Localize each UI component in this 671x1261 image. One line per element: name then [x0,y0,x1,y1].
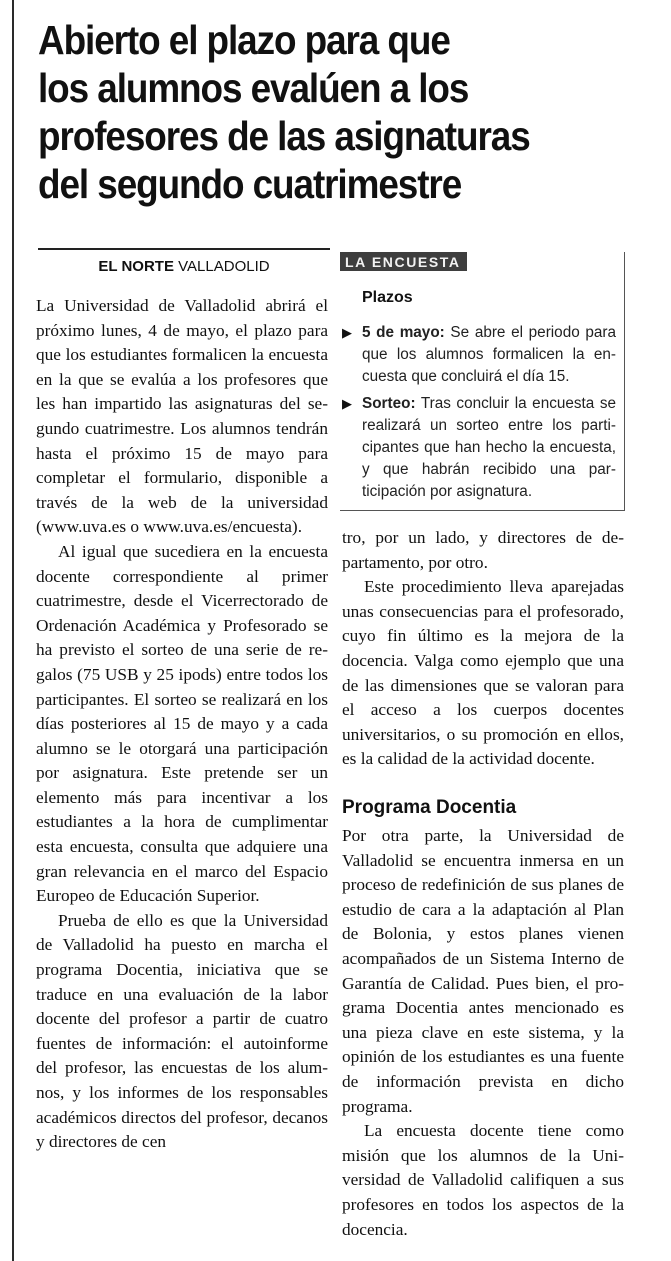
sidebar-box [340,252,625,511]
sidebar-item-term: 5 de mayo: [362,324,445,341]
arrow-icon: ▶ [342,325,352,340]
arrow-icon: ▶ [342,396,352,411]
headline-line-2: los alumnos evalúen a los [38,65,469,111]
headline-line-1: Abierto el plazo para que [38,17,450,63]
headline-line-4: del segundo cuatrimestre [38,161,462,207]
sidebar-item-text [340,322,616,388]
paragraph: tro, por un lado, y directores de departamento, por otro. [342,528,624,572]
paragraph: La encuesta docente tiene como misión que los alumnos de la Universidad de Valladolid califiquen a sus profesores en todos los aspectos de la docencia. [342,1121,624,1239]
headline [38,16,578,208]
sidebar-item-text [340,393,616,503]
byline-source: EL NORTE [98,258,174,275]
article-column-right-bottom [342,824,624,1242]
sidebar-item [340,393,616,503]
paragraph: Prueba de ello es que la Universidad de Valladolid ha puesto en marcha el programa Docentia, iniciativa que se traduce en una evaluación de la labor docente del profesor a partir de cuatro fuentes de información: el autoinforme del profesor, las encuestas de los alumnos, y los informes de los responsables académicos directos del profesor, decanos y directores de cen [36,910,328,1152]
sidebar-title: Plazos [362,289,413,306]
byline [38,248,330,277]
section-subhead: Programa Docentia [342,797,517,818]
byline-place: VALLADOLID [178,258,270,275]
paragraph: Al igual que sucediera en la encuesta docente correspondiente al primer cuatrimestre, desde el Vicerrectorado de Ordenación Académica y Profesorado se ha previsto el sorteo de una serie de regalos (75 USB y 25 ipods) entre todos los participantes. El sorteo se realizará en los días posteriores al 15 de mayo y a cada alumno se le otorgará una participación por asignatura. Este pretende ser un elemento más para incentivar a los estudiantes a la hora de cumplimentar esta encuesta, consulta que adquiere una gran relevancia en el marco del Espacio Europeo de Educación Superior. [36,541,328,906]
article-column-right-top [342,526,624,772]
article-column-left [36,294,328,1155]
sidebar-label: LA ENCUESTA [340,252,467,271]
sidebar-item-desc: Tras concluir la encuesta se realizará un sorteo entre los participantes que han hecho la encuesta, y que habrán recibido una participación por asignatura. [362,395,616,500]
sidebar-item [340,322,616,388]
paragraph: La Universidad de Valladolid abrirá el próximo lunes, 4 de mayo, el plazo para que los estudiantes formalicen la encuesta en la que se evalúa a los profesores que les han impartido las asignaturas del segundo cuatrimestre. Los alumnos tendrán hasta el próximo 15 de mayo para completar el formulario, disponible a través de la web de la universidad (www.uva.es o www.uva.es/encuesta). [36,296,328,537]
paragraph: Por otra parte, la Universidad de Valladolid se encuentra inmersa en un proceso de redefinición de sus planes de estudio de cara a la adaptación al Plan de Bolonia, y estos planes vienen acompañados de un Sistema Interno de Garantía de Calidad. Pues bien, el programa Docentia antes mencionado es una pieza clave en este sistema, y la opinión de los estudiantes es una fuente de información prevista en dicho programa. [342,826,624,1116]
column-rule [12,0,14,1261]
sidebar-item-term: Sorteo: [362,395,416,412]
paragraph: Este procedimiento lleva aparejadas unas consecuencias para el profesorado, cuyo fin último es la mejora de la docencia. Valga como ejemplo que una de las dimensiones que se valoran para el acceso a los cuerpos docentes universitarios, o su promoción en ellos, es la calidad de la actividad docente. [342,577,624,769]
sidebar-item-desc: Se abre el periodo para que los alumnos formalicen la encuesta que concluirá el día 15. [362,324,616,385]
headline-line-3: profesores de las asignaturas [38,113,530,159]
